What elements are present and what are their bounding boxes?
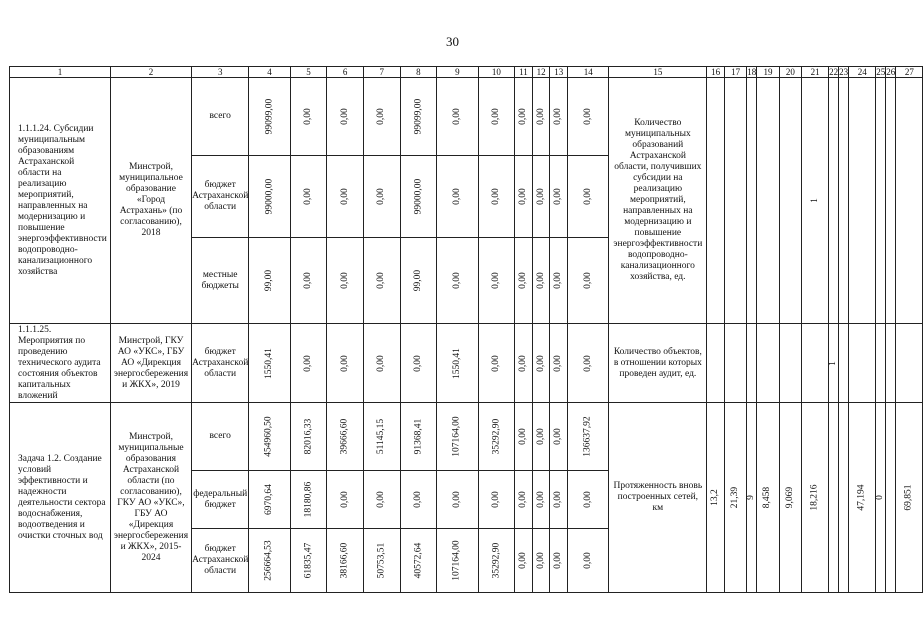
page-number: 30 — [446, 34, 459, 49]
funding-value — [363, 403, 400, 471]
funding-value — [532, 324, 550, 403]
funding-value — [437, 238, 478, 324]
column-number: 27 — [896, 67, 923, 78]
target-value — [779, 78, 801, 324]
cell-value: 0,00 — [553, 108, 564, 125]
column-number: 26 — [886, 67, 896, 77]
cell-value: 40572,64 — [412, 542, 423, 579]
funding-value — [363, 471, 400, 529]
cell-value: 0,00 — [553, 552, 564, 569]
target-value — [757, 78, 779, 324]
funding-value — [437, 78, 478, 156]
target-value — [849, 324, 876, 403]
target-value — [876, 78, 886, 324]
cell-value: 0,00 — [376, 354, 387, 372]
cell-value: 0,00 — [490, 354, 501, 372]
cell-value: 0,00 — [451, 108, 462, 125]
cell-value: 8,458 — [762, 486, 773, 509]
target-value — [724, 403, 746, 593]
funding-value — [400, 156, 437, 238]
funding-value — [515, 529, 533, 593]
cell-value: 0,00 — [582, 272, 593, 289]
cell-value: 0,00 — [339, 354, 350, 372]
cell-value: 35292,90 — [490, 418, 501, 455]
funding-value — [550, 238, 568, 324]
funding-value — [515, 78, 533, 156]
cell-value: 0,00 — [517, 491, 528, 508]
column-number: 3 — [192, 67, 249, 78]
cell-value: 99099,00 — [263, 98, 274, 135]
cell-value: 99,00 — [412, 269, 423, 292]
cell-value: 0,00 — [302, 108, 313, 125]
column-number: 12 — [532, 67, 550, 78]
funding-value — [515, 403, 533, 471]
column-number: 17 — [724, 67, 746, 78]
funding-value — [568, 156, 609, 238]
cell-value: 1550,41 — [263, 347, 274, 379]
column-number: 23 — [839, 67, 849, 77]
cell-value: 0,00 — [339, 188, 350, 205]
funding-value — [478, 238, 515, 324]
cell-value: 99099,00 — [412, 98, 423, 135]
target-value — [802, 78, 829, 324]
cell-value: 454960,50 — [263, 416, 274, 457]
funding-value — [249, 403, 290, 471]
funding-value — [532, 78, 550, 156]
funding-value — [478, 471, 515, 529]
measure-name: 1.1.1.24. Субсидии муниципальным образованиям Астраханской области на реализацию мероприятий, направленных на модернизацию и повышение энергоэффективности водопроводно-канализационного хозяйства — [10, 78, 111, 324]
funding-source: всего — [192, 403, 249, 471]
funding-value — [363, 324, 400, 403]
cell-value: 0,00 — [535, 354, 546, 372]
funding-value — [568, 529, 609, 593]
target-value — [896, 403, 923, 593]
target-value — [779, 403, 801, 593]
table-row — [10, 324, 923, 403]
cell-value: 39666,60 — [339, 418, 350, 455]
funding-value — [515, 156, 533, 238]
target-value — [779, 324, 801, 403]
cell-value: 99,00 — [263, 269, 274, 292]
column-number: 20 — [779, 67, 801, 78]
cell-value: 0,00 — [535, 428, 546, 445]
cell-value: 0,00 — [517, 552, 528, 569]
funding-value — [532, 403, 550, 471]
funding-value — [515, 238, 533, 324]
funding-value — [400, 324, 437, 403]
cell-value: 0 — [875, 495, 886, 500]
cell-value: 0,00 — [451, 188, 462, 205]
cell-value: 0,00 — [553, 272, 564, 289]
target-value — [802, 403, 829, 593]
column-number: 19 — [757, 67, 779, 78]
cell-value: 51145,15 — [376, 418, 387, 455]
funding-value — [550, 78, 568, 156]
cell-value: 0,00 — [535, 188, 546, 205]
executor: Минстрой, муниципальные образования Астраханской области (по согласованию), ГКУ АО «УКС», ГБУ АО «Дирекция энергосбережения и ЖКХ», 2015-2024 — [110, 403, 191, 593]
cell-value: 6970,64 — [263, 484, 274, 515]
funding-value — [515, 471, 533, 529]
cell-value: 0,00 — [553, 428, 564, 445]
cell-value: 99000,00 — [412, 178, 423, 215]
funding-value — [550, 324, 568, 403]
cell-value: 50753,51 — [376, 542, 387, 579]
executor: Минстрой, муниципальное образование «Город Астрахань» (по согласованию), 2018 — [110, 78, 191, 324]
cell-value: 0,00 — [412, 354, 423, 372]
funding-value — [400, 78, 437, 156]
program-table — [9, 66, 923, 593]
table-row — [10, 403, 923, 471]
target-value — [707, 403, 725, 593]
indicator-name: Количество объектов, в отношении которых проведен аудит, ед. — [609, 324, 707, 403]
funding-value — [478, 324, 515, 403]
cell-value: 0,00 — [553, 188, 564, 205]
column-number: 10 — [478, 67, 515, 78]
cell-value: 61835,47 — [302, 542, 313, 579]
cell-value: 21,39 — [730, 486, 741, 509]
funding-value — [363, 78, 400, 156]
cell-value: 0,00 — [490, 272, 501, 289]
cell-value: 0,00 — [517, 428, 528, 445]
funding-value — [437, 529, 478, 593]
cell-value: 13,2 — [710, 489, 721, 506]
funding-value — [327, 324, 364, 403]
cell-value: 0,00 — [412, 491, 423, 508]
cell-value: 256664,53 — [263, 540, 274, 581]
cell-value: 0,00 — [582, 491, 593, 508]
funding-value — [532, 529, 550, 593]
target-value — [707, 324, 725, 403]
target-value — [886, 324, 896, 403]
cell-value: 0,00 — [535, 552, 546, 569]
cell-value: 35292,90 — [490, 542, 501, 579]
column-number: 22 — [829, 67, 839, 77]
funding-value — [327, 403, 364, 471]
cell-value: 0,00 — [376, 491, 387, 508]
funding-value — [327, 529, 364, 593]
column-number: 11 — [515, 67, 533, 78]
column-number: 7 — [363, 67, 400, 78]
cell-value: 0,00 — [451, 272, 462, 289]
cell-value: 0,00 — [517, 354, 528, 372]
target-value — [839, 403, 849, 593]
target-value — [886, 78, 896, 324]
cell-value: 99000,00 — [263, 178, 274, 215]
column-number: 6 — [327, 67, 364, 78]
indicator-name: Протяженность вновь построенных сетей, км — [609, 403, 707, 593]
funding-value — [515, 324, 533, 403]
column-number: 15 — [609, 67, 707, 78]
cell-value: 107164,00 — [451, 416, 462, 457]
cell-value: 0,00 — [553, 354, 564, 372]
funding-value — [290, 156, 327, 238]
funding-source: всего — [192, 78, 249, 156]
cell-value: 47,194 — [856, 484, 867, 511]
target-value — [839, 78, 849, 324]
column-number: 8 — [400, 67, 437, 78]
cell-value: 0,00 — [376, 108, 387, 125]
target-value — [757, 324, 779, 403]
funding-source: федеральный бюджет — [192, 471, 249, 529]
funding-value — [290, 471, 327, 529]
funding-value — [437, 324, 478, 403]
cell-value: 0,00 — [535, 272, 546, 289]
target-value — [802, 324, 829, 403]
target-value — [757, 403, 779, 593]
funding-value — [478, 156, 515, 238]
column-number: 24 — [849, 67, 876, 78]
target-value — [896, 78, 923, 324]
funding-value — [400, 529, 437, 593]
funding-value — [550, 471, 568, 529]
funding-source: местные бюджеты — [192, 238, 249, 324]
cell-value: 0,00 — [535, 491, 546, 508]
cell-value: 0,00 — [553, 491, 564, 508]
funding-value — [400, 238, 437, 324]
funding-value — [327, 238, 364, 324]
funding-value — [550, 529, 568, 593]
executor: Минстрой, ГКУ АО «УКС», ГБУ АО «Дирекция энергосбережения и ЖКХ», 2019 — [110, 324, 191, 403]
funding-value — [327, 156, 364, 238]
funding-value — [290, 403, 327, 471]
target-value — [829, 78, 839, 324]
cell-value: 9,069 — [784, 486, 795, 509]
funding-value — [327, 78, 364, 156]
target-value — [747, 403, 757, 593]
funding-value — [568, 78, 609, 156]
funding-source: бюджет Астраханской области — [192, 156, 249, 238]
cell-value: 0,00 — [339, 108, 350, 125]
cell-value: 38166,60 — [339, 542, 350, 579]
funding-value — [290, 529, 327, 593]
column-number: 18 — [747, 67, 757, 77]
target-value — [839, 324, 849, 403]
column-number: 1 — [10, 67, 111, 78]
column-number: 21 — [802, 67, 829, 78]
target-value — [747, 78, 757, 324]
funding-value — [532, 471, 550, 529]
target-value — [876, 403, 886, 593]
funding-value — [550, 156, 568, 238]
cell-value: 1550,41 — [451, 347, 462, 379]
target-value — [707, 78, 725, 324]
cell-value: 0,00 — [582, 354, 593, 372]
funding-source: бюджет Астраханской области — [192, 324, 249, 403]
funding-value — [249, 471, 290, 529]
funding-value — [437, 156, 478, 238]
cell-value: 0,00 — [376, 272, 387, 289]
funding-source: бюджет Астраханской области — [192, 529, 249, 593]
measure-name: Задача 1.2. Создание условий эффективности и надежности деятельности сектора водоснабжения, водоотведения и очистки сточных вод — [10, 403, 111, 593]
cell-value: 0,00 — [490, 491, 501, 508]
funding-value — [568, 471, 609, 529]
cell-value: 69,851 — [903, 484, 914, 511]
cell-value: 0,00 — [339, 491, 350, 508]
column-number: 14 — [568, 67, 609, 78]
column-number: 2 — [110, 67, 191, 78]
funding-value — [249, 78, 290, 156]
target-value — [724, 324, 746, 403]
cell-value: 0,00 — [517, 272, 528, 289]
table-row — [10, 78, 923, 156]
cell-value: 0,00 — [490, 108, 501, 125]
column-number: 13 — [550, 67, 568, 78]
column-number-row — [10, 67, 923, 78]
funding-value — [249, 529, 290, 593]
funding-value — [550, 403, 568, 471]
cell-value: 0,00 — [376, 188, 387, 205]
funding-value — [478, 78, 515, 156]
cell-value: 0,00 — [451, 491, 462, 508]
funding-value — [568, 324, 609, 403]
funding-value — [363, 238, 400, 324]
cell-value: 136637,92 — [582, 416, 593, 457]
funding-value — [532, 156, 550, 238]
funding-value — [437, 471, 478, 529]
column-number: 25 — [876, 67, 886, 77]
funding-value — [568, 238, 609, 324]
funding-value — [532, 238, 550, 324]
funding-value — [478, 403, 515, 471]
target-value — [724, 78, 746, 324]
cell-value: 0,00 — [517, 188, 528, 205]
target-value — [829, 403, 839, 593]
column-number: 5 — [290, 67, 327, 78]
cell-value: 91368,41 — [412, 418, 423, 455]
target-value — [747, 324, 757, 403]
target-value — [849, 403, 876, 593]
cell-value: 107164,00 — [451, 540, 462, 581]
cell-value: 0,00 — [582, 108, 593, 125]
cell-value: 0,00 — [517, 108, 528, 125]
target-value — [896, 324, 923, 403]
cell-value: 18180,86 — [302, 481, 313, 518]
cell-value: 0,00 — [582, 552, 593, 569]
cell-value: 18,216 — [809, 484, 820, 511]
funding-value — [249, 156, 290, 238]
funding-value — [249, 238, 290, 324]
funding-value — [249, 324, 290, 403]
funding-value — [400, 471, 437, 529]
cell-value: 9 — [746, 495, 757, 500]
target-value — [886, 403, 896, 593]
funding-value — [363, 529, 400, 593]
cell-value: 82016,33 — [302, 418, 313, 455]
target-value — [829, 324, 839, 403]
column-number: 4 — [249, 67, 290, 78]
funding-value — [437, 403, 478, 471]
funding-value — [478, 529, 515, 593]
funding-value — [363, 156, 400, 238]
target-value — [876, 324, 886, 403]
funding-value — [568, 403, 609, 471]
funding-value — [400, 403, 437, 471]
cell-value: 1 — [809, 198, 820, 203]
cell-value: 1 — [828, 360, 839, 366]
funding-value — [290, 238, 327, 324]
cell-value: 0,00 — [302, 354, 313, 372]
funding-value — [290, 324, 327, 403]
funding-value — [327, 471, 364, 529]
column-number: 16 — [707, 67, 725, 78]
target-value — [849, 78, 876, 324]
indicator-name: Количество муниципальных образований Астраханской области, получивших субсидии на реализацию мероприятий, направленных на модернизацию и повышение энергоэффективности водопроводно-канализационного хозяйства, ед. — [609, 78, 707, 324]
funding-value — [290, 78, 327, 156]
cell-value: 0,00 — [582, 188, 593, 205]
column-number: 9 — [437, 67, 478, 78]
cell-value: 0,00 — [490, 188, 501, 205]
cell-value: 0,00 — [302, 188, 313, 205]
measure-name: 1.1.1.25. Мероприятия по проведению технического аудита состояния объектов капитальных вложений — [10, 324, 111, 403]
cell-value: 0,00 — [339, 272, 350, 289]
cell-value: 0,00 — [302, 272, 313, 289]
cell-value: 0,00 — [535, 108, 546, 125]
